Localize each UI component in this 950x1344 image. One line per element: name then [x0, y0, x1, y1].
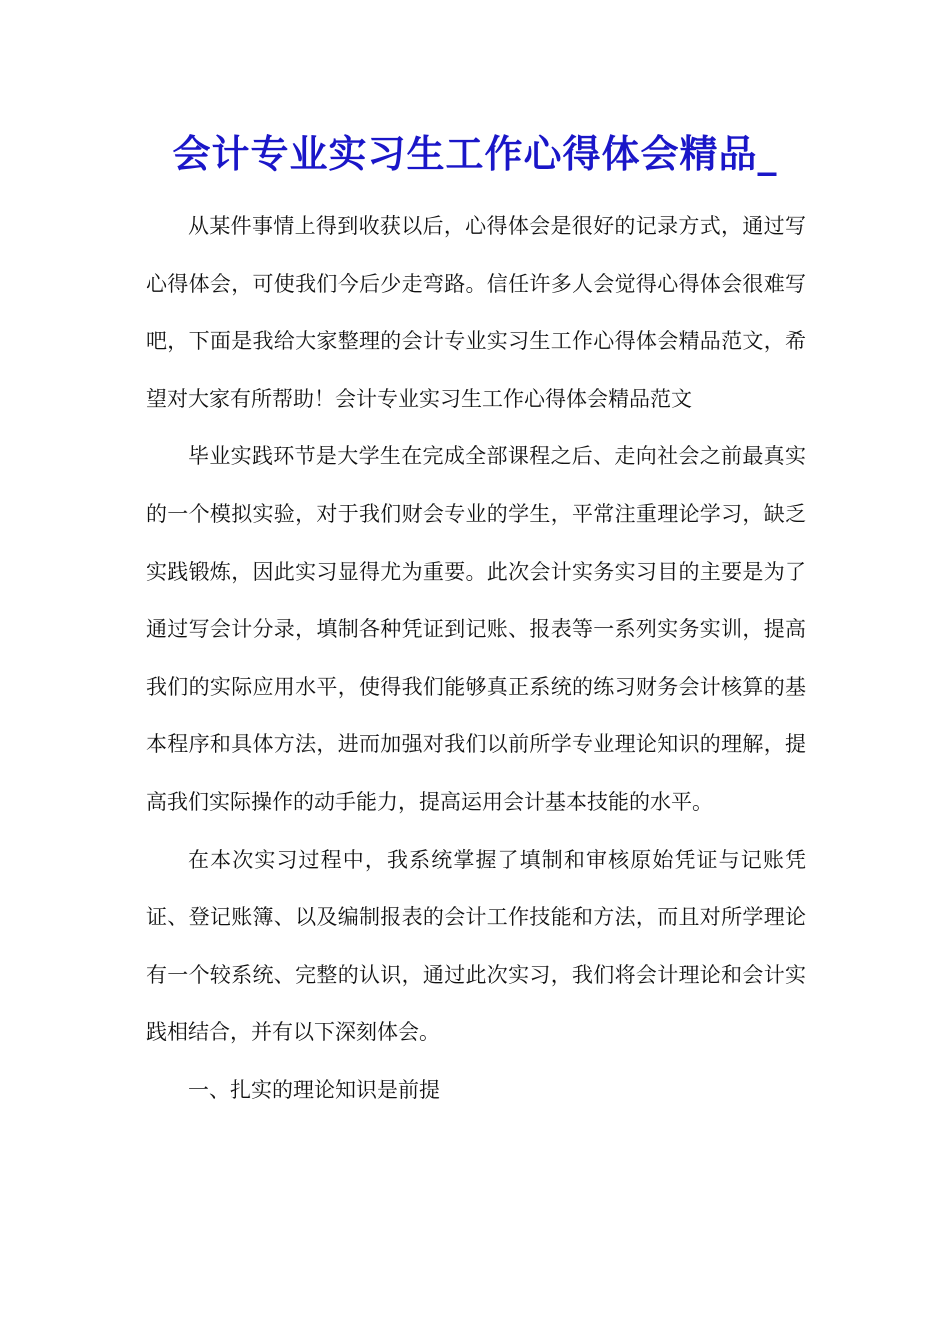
- section-heading-1: 一、扎实的理论知识是前提: [188, 1077, 440, 1102]
- document-title: 会计专业实习生工作心得体会精品_: [172, 131, 778, 176]
- paragraph-intro: 从某件事情上得到收获以后，心得体会是很好的记录方式，通过写心得体会，可使我们今后少走弯路。信任许多人会觉得心得体会很难写吧，下面是我给大家整理的会计专业实习生工作心得体会精品范文，希望对大家有所帮助！会计专业实习生工作心得体会精品范文: [146, 214, 806, 411]
- paragraph-practice: 毕业实践环节是大学生在完成全部课程之后、走向社会之前最真实的一个模拟实验，对于我们财会专业的学生，平常注重理论学习，缺乏实践锻炼，因此实习显得尤为重要。此次会计实务实习目的主要是为了通过写会计分录，填制各种凭证到记账、报表等一系列实务实训，提高我们的实际应用水平，使得我们能够真正系统的练习财务会计核算的基本程序和具体方法，进而加强对我们以前所学专业理论知识的理解，提高我们实际操作的动手能力，提高运用会计基本技能的水平。: [146, 444, 806, 814]
- paragraph-process: 在本次实习过程中，我系统掌握了填制和审核原始凭证与记账凭证、登记账簿、以及编制报表的会计工作技能和方法，而且对所学理论有一个较系统、完整的认识，通过此次实习，我们将会计理论和会计实践相结合，并有以下深刻体会。: [146, 847, 806, 1045]
- document-body: [146, 198, 806, 1120]
